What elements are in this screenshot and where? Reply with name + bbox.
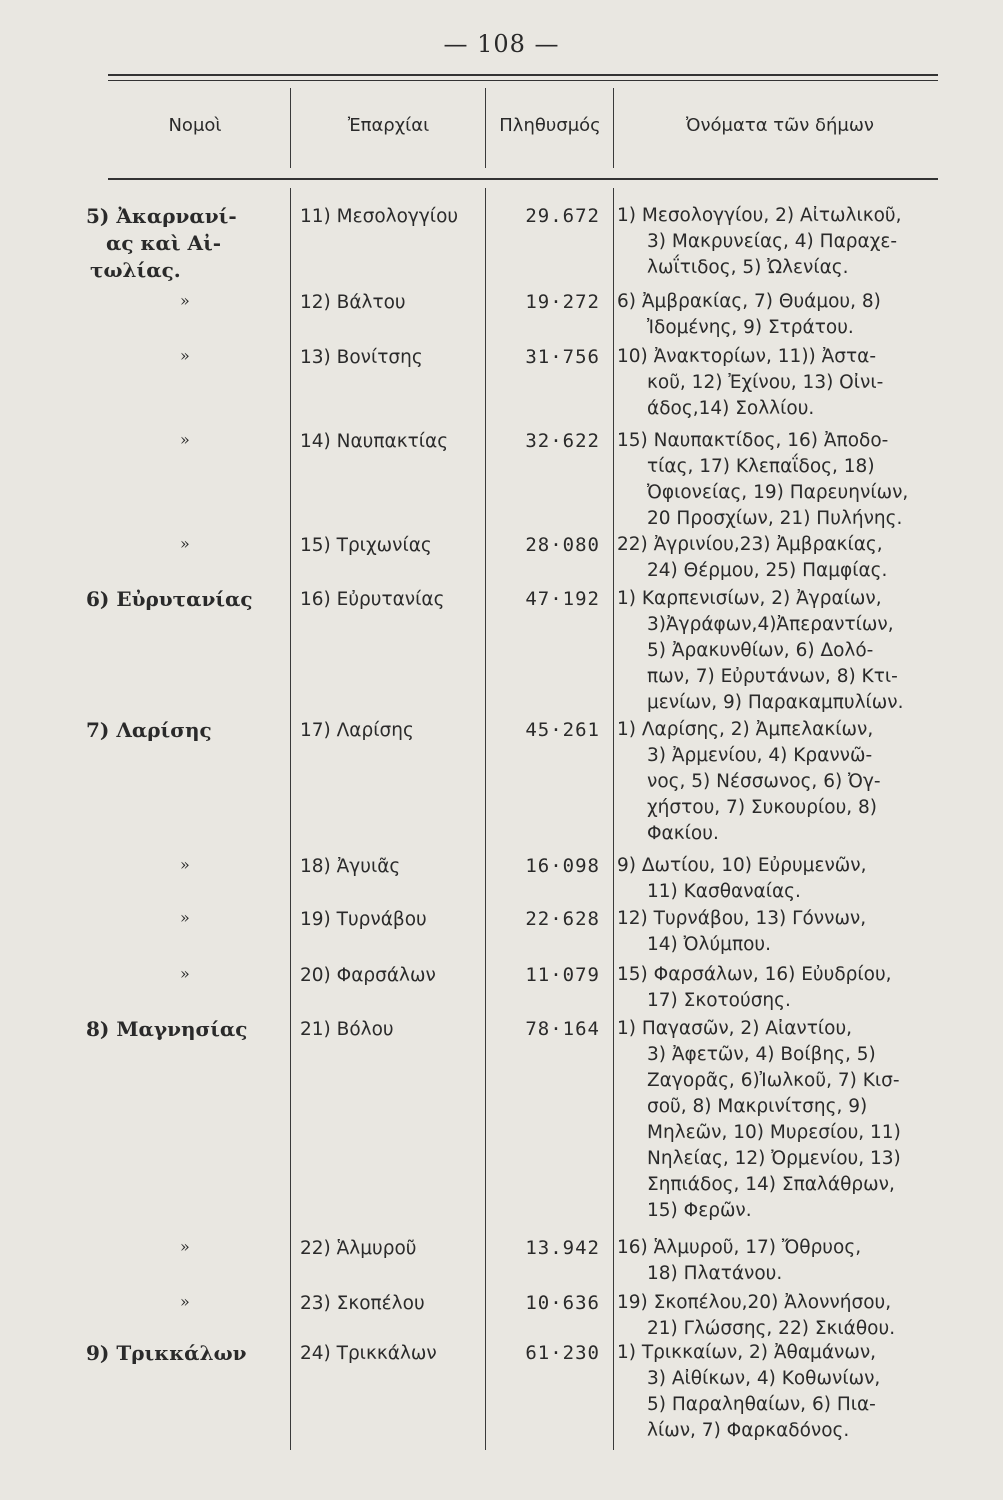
eparchia-cell: 11) Μεσολογγίου (300, 206, 459, 227)
nomos-cell (86, 717, 286, 744)
demoi-line: 15) Φαρσάλων, 16) Εὐυδρίου, (617, 964, 892, 985)
eparchia-cell: 13) Βονίτσης (300, 347, 423, 368)
demoi-line: 3) Ἀφετῶν, 4) Βοίβης, 5) (647, 1044, 876, 1065)
demoi-cell (617, 717, 939, 847)
demoi-line: 18) Πλατάνου. (647, 1263, 783, 1284)
demoi-cell (617, 289, 939, 341)
eparchia-cell: 14) Ναυπακτίας (300, 431, 449, 452)
demoi-cell (617, 906, 939, 958)
demoi-line: 3) Αἰθίκων, 4) Κοθωνίων, (647, 1368, 881, 1389)
eparchia-cell: 23) Σκοπέλου (300, 1293, 425, 1314)
eparchia-cell: 18) Ἀγυιᾶς (300, 856, 401, 877)
demoi-line: 1) Τρικκαίων, 2) Ἀθαμάνων, (617, 1342, 877, 1363)
demoi-line: 1) Καρπενισίων, 2) Ἀγραίων, (617, 588, 882, 609)
demoi-line: 1) Λαρίσης, 2) Ἀμπελακίων, (617, 719, 874, 740)
demoi-line: Μηλεῶν, 10) Μυρεσίου, 11) (647, 1122, 901, 1143)
ditto-mark: » (180, 291, 190, 310)
column-separator-2-header (485, 88, 486, 168)
population-cell: 13.942 (525, 1237, 600, 1259)
ditto-mark: » (180, 908, 190, 927)
demoi-line: Ζαγορᾶς, 6)Ἰωλκοῦ, 7) Κισ- (647, 1070, 900, 1091)
demoi-cell (617, 344, 939, 422)
demoi-line: 21) Γλώσσης, 22) Σκιάθου. (647, 1318, 896, 1339)
demoi-line: 6) Ἀμβρακίας, 7) Θυάμου, 8) (617, 291, 881, 312)
demoi-line: Σηπιάδος, 14) Σπαλάθρων, (647, 1174, 895, 1195)
demoi-line: άδος,14) Σολλίου. (647, 398, 815, 419)
eparchia-cell: 21) Βόλου (300, 1019, 394, 1040)
column-separator-1-header (290, 88, 291, 168)
population-cell: 22·628 (525, 908, 600, 930)
header-eparchiai: Ἐπαρχίαι (347, 115, 430, 136)
nomos-line: 8) Μαγνησίας (86, 1017, 248, 1041)
demoi-cell (617, 203, 939, 281)
demoi-line: χήστου, 7) Συκουρίου, 8) (647, 797, 878, 818)
demoi-line: κοῦ, 12) Ἐχίνου, 13) Οἰνι- (647, 372, 884, 393)
eparchia-cell: 12) Βάλτου (300, 292, 406, 313)
demoi-cell (617, 428, 939, 532)
population-cell: 28·080 (525, 534, 600, 556)
demoi-line: 1) Παγασῶν, 2) Αἰαντίου, (617, 1018, 853, 1039)
demoi-line: 5) Ἀρακυνθίων, 6) Δολό- (647, 640, 874, 661)
demoi-line: Φακίου. (647, 823, 719, 844)
population-cell: 61·230 (525, 1342, 600, 1364)
demoi-line: 3) Ἀρμενίου, 4) Κραννῶ- (647, 745, 873, 766)
eparchia-cell: 22) Ἁλμυροῦ (300, 1238, 417, 1259)
population-cell: 16·098 (525, 855, 600, 877)
population-cell: 32·622 (525, 430, 600, 452)
demoi-line: 24) Θέρμου, 25) Παμφίας. (647, 560, 888, 581)
demoi-line: 11) Κασθαναίας. (647, 881, 801, 902)
demoi-line: λωΐτιδος, 5) Ὠλενίας. (647, 257, 849, 278)
ditto-mark: » (180, 430, 190, 449)
nomos-line: 7) Λαρίσης (86, 718, 212, 742)
nomos-line: 5) Ἀκαρνανί- (86, 204, 237, 228)
demoi-cell (617, 1016, 939, 1224)
demoi-line: 16) Ἁλμυροῦ, 17) Ὄθρυος, (617, 1237, 862, 1258)
demoi-line: 12) Τυρνάβου, 13) Γόννων, (617, 908, 867, 929)
demoi-line: 5) Παραληθαίων, 6) Πια- (647, 1394, 876, 1415)
header-rule-top (108, 74, 938, 76)
nomos-line: 6) Εὐρυτανίας (86, 587, 253, 611)
nomos-cell (86, 1016, 286, 1043)
eparchia-cell: 20) Φαρσάλων (300, 965, 436, 986)
demoi-cell (617, 1290, 939, 1342)
population-cell: 47·192 (525, 588, 600, 610)
eparchia-cell: 15) Τριχωνίας (300, 535, 432, 556)
header-rule-top-thin (108, 80, 938, 81)
eparchia-cell: 17) Λαρίσης (300, 720, 414, 741)
demoi-cell (617, 532, 939, 584)
demoi-line: 9) Δωτίου, 10) Εὐρυμενῶν, (617, 855, 867, 876)
demoi-line: 17) Σκοτούσης. (647, 990, 791, 1011)
demoi-line: 20 Προσχίων, 21) Πυλήνης. (647, 508, 903, 529)
population-cell: 19·272 (525, 291, 600, 313)
header-rule-bottom (108, 178, 938, 180)
nomos-line: τωλίας. (90, 258, 181, 282)
demoi-line: 1) Μεσολογγίου, 2) Αἰτωλικοῦ, (617, 205, 902, 226)
page-number: — 108 — (443, 30, 560, 58)
demoi-line: μενίων, 9) Παρακαμπυλίων. (647, 692, 904, 713)
column-separator-3-header (613, 88, 614, 168)
eparchia-cell: 24) Τρικκάλων (300, 1343, 437, 1364)
demoi-line: 15) Φερῶν. (647, 1200, 752, 1221)
ditto-mark: » (180, 1292, 190, 1311)
demoi-cell (617, 962, 939, 1014)
header-plythismos: Πληθυσμός (499, 115, 601, 136)
demoi-line: 10) Ἀνακτορίων, 11)) Ἀστα- (617, 346, 877, 367)
eparchia-cell: 16) Εὐρυτανίας (300, 589, 445, 610)
eparchia-cell: 19) Τυρνάβου (300, 909, 427, 930)
nomos-cell (86, 1340, 286, 1367)
demoi-line: 22) Ἀγρινίου,23) Ἀμβρακίας, (617, 534, 883, 555)
ditto-mark: » (180, 534, 190, 553)
column-separator-3 (613, 188, 614, 1450)
demoi-cell (617, 1340, 939, 1444)
population-cell: 78·164 (525, 1018, 600, 1040)
population-cell: 45·261 (525, 719, 600, 741)
demoi-line: πων, 7) Εὐρυτάνων, 8) Κτι- (647, 666, 898, 687)
population-cell: 10·636 (525, 1292, 600, 1314)
population-cell: 11·079 (525, 964, 600, 986)
nomos-cell (86, 586, 286, 613)
population-cell: 29.672 (525, 205, 600, 227)
demoi-line: 15) Ναυπακτίδος, 16) Ἀποδο- (617, 430, 889, 451)
ditto-mark: » (180, 346, 190, 365)
demoi-cell (617, 1235, 939, 1287)
demoi-line: 19) Σκοπέλου,20) Ἀλοννήσου, (617, 1292, 892, 1313)
demoi-line: 3) Μακρυνείας, 4) Παραχε- (647, 231, 898, 252)
header-onomata: Ὀνόματα τῶν δήμων (686, 115, 874, 136)
ditto-mark: » (180, 855, 190, 874)
demoi-line: σοῦ, 8) Μακρινίτσης, 9) (647, 1096, 868, 1117)
demoi-line: Νηλείας, 12) Ὀρμενίου, 13) (647, 1148, 901, 1169)
column-separator-2 (485, 188, 486, 1450)
demoi-line: 3)Ἀγράφων,4)Ἀπεραντίων, (647, 614, 894, 635)
demoi-line: νος, 5) Νέσσωνος, 6) Ὀγ- (647, 771, 881, 792)
demoi-line: Ὀφιονείας, 19) Παρευηνίων, (647, 482, 909, 503)
demoi-line: Ἰδομένης, 9) Στράτου. (647, 317, 854, 338)
demoi-cell (617, 853, 939, 905)
demoi-line: 14) Ὀλύμπου. (647, 934, 771, 955)
ditto-mark: » (180, 1237, 190, 1256)
column-separator-1 (290, 188, 291, 1450)
demoi-line: τίας, 17) Κλεπαΐδος, 18) (647, 456, 875, 477)
nomos-line: ας καὶ Αἰ- (106, 231, 222, 255)
demoi-line: λίων, 7) Φαρκαδόνος. (647, 1420, 850, 1441)
demoi-cell (617, 586, 939, 716)
nomos-line: 9) Τρικκάλων (86, 1341, 247, 1365)
ditto-mark: » (180, 964, 190, 983)
nomos-cell (86, 203, 286, 284)
header-nomoi: Νομοὶ (168, 115, 222, 136)
population-cell: 31·756 (525, 346, 600, 368)
